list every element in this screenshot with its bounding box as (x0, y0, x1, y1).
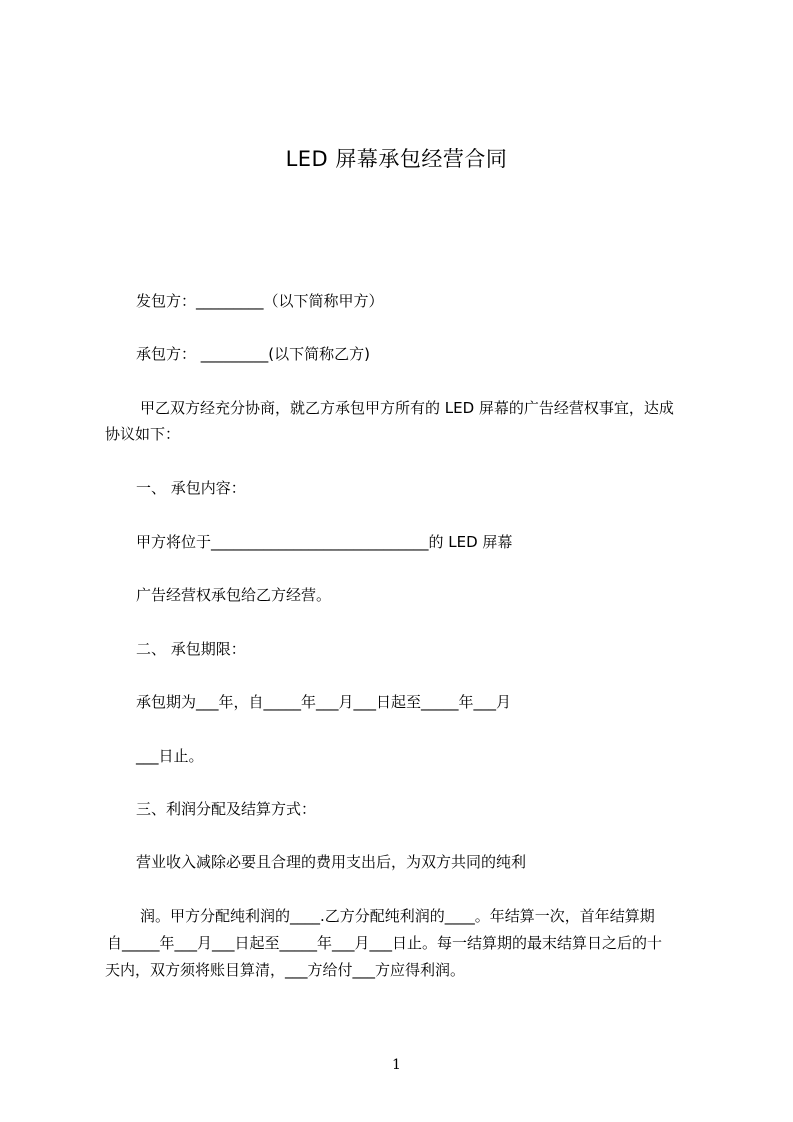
section-2-line-2: ___日止。 (136, 747, 204, 765)
preamble-line-2: 协议如下： (105, 425, 181, 443)
document-title: LED 屏幕承包经营合同 (285, 147, 508, 171)
party-a-line: 发包方：_________（以下简称甲方） (136, 292, 384, 310)
section-3-line-1: 营业收入减除必要且合理的费用支出后，为双方共同的纯利 (136, 853, 527, 871)
section-2-heading: 二、 承包期限： (136, 640, 246, 658)
section-1-line-2: 广告经营权承包给乙方经营。 (136, 586, 332, 604)
section-3-line-2: 润。甲方分配纯利润的____.乙方分配纯利润的____。年结算一次，首年结算期 (140, 907, 655, 925)
section-2-line-1: 承包期为___年，自_____年___月___日起至_____年___月 (136, 693, 512, 711)
section-1-line-1: 甲方将位于_____________________________的 LED 屏幕 (136, 533, 513, 551)
section-3-line-3: 自_____年___月___日起至_____年___月___日止。每一结算期的最末结算日之后的十 (107, 934, 663, 952)
party-b-line: 承包方： _________(以下简称乙方) (136, 345, 370, 363)
page-number: 1 (392, 1057, 401, 1073)
preamble-line-1: 甲乙双方经充分协商，就乙方承包甲方所有的 LED 屏幕的广告经营权事宜，达成 (140, 399, 674, 417)
section-3-line-4: 天内，双方须将账目算清，___方给付___方应得利润。 (105, 961, 466, 979)
section-3-heading: 三、利润分配及结算方式： (136, 800, 317, 818)
section-1-heading: 一、 承包内容： (136, 479, 246, 497)
